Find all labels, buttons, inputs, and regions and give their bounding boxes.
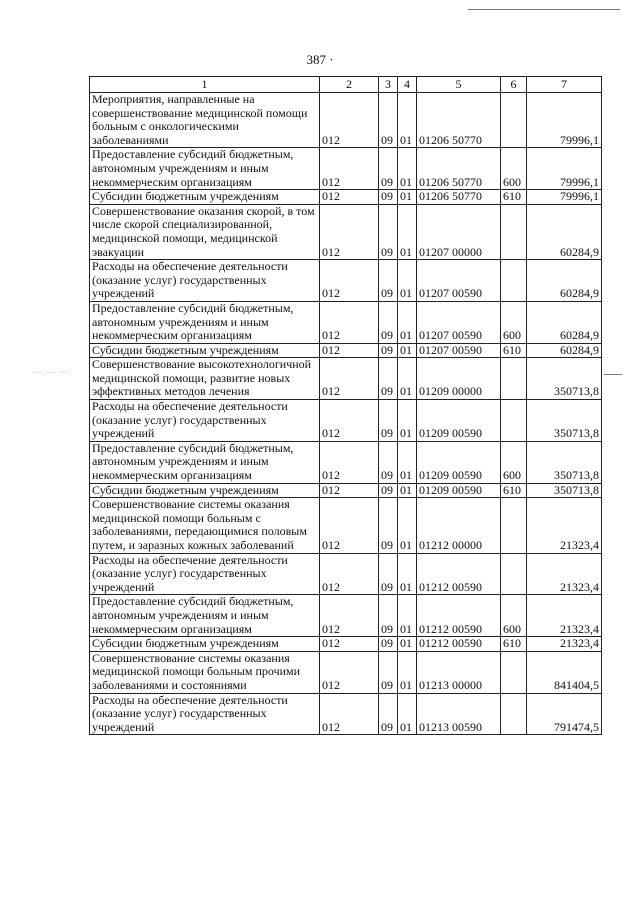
row-sum-cell: 841404,5 <box>527 651 602 693</box>
row-subsection-cell: 01 <box>398 483 417 498</box>
row-exp-type-cell <box>501 693 527 735</box>
row-name-cell: Совершенствование высокотехнологичной медицинской помощи, развитие новых эффективных методов лечения <box>90 358 320 400</box>
row-section-cell: 09 <box>379 651 398 693</box>
row-exp-type-cell <box>501 358 527 400</box>
row-subsection-cell: 01 <box>398 190 417 205</box>
row-ministry-cell: 012 <box>320 637 379 652</box>
row-section-cell: 09 <box>379 301 398 343</box>
row-target-cell: 01213 00000 <box>417 651 501 693</box>
row-ministry-cell: 012 <box>320 693 379 735</box>
row-exp-type-cell <box>501 553 527 595</box>
row-exp-type-cell: 610 <box>501 637 527 652</box>
row-exp-type-cell <box>501 498 527 553</box>
row-target-cell: 01207 00590 <box>417 343 501 358</box>
table-row <box>90 483 602 498</box>
row-subsection-cell: 01 <box>398 651 417 693</box>
row-subsection-cell: 01 <box>398 148 417 190</box>
row-ministry-cell: 012 <box>320 301 379 343</box>
row-exp-type-cell: 610 <box>501 343 527 358</box>
row-exp-type-cell <box>501 93 527 148</box>
row-target-cell: 01207 00000 <box>417 204 501 259</box>
row-ministry-cell: 012 <box>320 260 379 302</box>
row-sum-cell: 60284,9 <box>527 343 602 358</box>
row-target-cell: 01212 00000 <box>417 498 501 553</box>
row-exp-type-cell: 610 <box>501 483 527 498</box>
row-name-cell: Расходы на обеспечение деятельности (оказание услуг) государственных учреждений <box>90 553 320 595</box>
row-ministry-cell: 012 <box>320 483 379 498</box>
margin-mark: ··· ··· ··· <box>34 369 70 377</box>
row-target-cell: 01212 00590 <box>417 595 501 637</box>
row-section-cell: 09 <box>379 93 398 148</box>
table-row <box>90 441 602 483</box>
row-name-cell: Субсидии бюджетным учреждениям <box>90 483 320 498</box>
row-section-cell: 09 <box>379 260 398 302</box>
row-subsection-cell: 01 <box>398 693 417 735</box>
row-target-cell: 01206 50770 <box>417 148 501 190</box>
row-subsection-cell: 01 <box>398 441 417 483</box>
row-section-cell: 09 <box>379 400 398 442</box>
row-target-cell: 01206 50770 <box>417 93 501 148</box>
row-target-cell: 01209 00590 <box>417 483 501 498</box>
row-exp-type-cell <box>501 400 527 442</box>
row-section-cell: 09 <box>379 204 398 259</box>
row-subsection-cell: 01 <box>398 637 417 652</box>
row-sum-cell: 60284,9 <box>527 301 602 343</box>
table-row <box>90 93 602 148</box>
row-name-cell: Субсидии бюджетным учреждениям <box>90 637 320 652</box>
row-ministry-cell: 012 <box>320 204 379 259</box>
table-row <box>90 498 602 553</box>
table-row <box>90 260 602 302</box>
row-sum-cell: 79996,1 <box>527 93 602 148</box>
header-col-5: 5 <box>417 77 501 93</box>
row-subsection-cell: 01 <box>398 358 417 400</box>
row-section-cell: 09 <box>379 693 398 735</box>
top-rule <box>468 9 620 10</box>
row-exp-type-cell: 600 <box>501 441 527 483</box>
row-name-cell: Предоставление субсидий бюджетным, автономным учреждениям и иным некоммерческим организациям <box>90 301 320 343</box>
row-section-cell: 09 <box>379 483 398 498</box>
row-exp-type-cell <box>501 651 527 693</box>
row-ministry-cell: 012 <box>320 93 379 148</box>
row-name-cell: Совершенствование системы оказания медицинской помощи больным с заболеваниями, передающимися половым путем, и заразных кожных заболеваний <box>90 498 320 553</box>
row-subsection-cell: 01 <box>398 553 417 595</box>
row-section-cell: 09 <box>379 343 398 358</box>
table-row <box>90 190 602 205</box>
table-row <box>90 358 602 400</box>
row-subsection-cell: 01 <box>398 93 417 148</box>
row-subsection-cell: 01 <box>398 301 417 343</box>
row-name-cell: Совершенствование системы оказания медицинской помощи больным прочими заболеваниями и состояниями <box>90 651 320 693</box>
row-sum-cell: 79996,1 <box>527 148 602 190</box>
row-name-cell: Совершенствование оказания скорой, в том числе скорой специализированной, медицинской помощи, медицинской эвакуации <box>90 204 320 259</box>
row-name-cell: Мероприятия, направленные на совершенствование медицинской помощи больным с онкологическими заболеваниями <box>90 93 320 148</box>
stray-rule <box>604 374 622 375</box>
row-sum-cell: 21323,4 <box>527 595 602 637</box>
row-target-cell: 01213 00590 <box>417 693 501 735</box>
table-row <box>90 301 602 343</box>
budget-table <box>89 76 602 735</box>
row-sum-cell: 21323,4 <box>527 498 602 553</box>
row-name-cell: Субсидии бюджетным учреждениям <box>90 190 320 205</box>
row-exp-type-cell: 610 <box>501 190 527 205</box>
row-target-cell: 01212 00590 <box>417 637 501 652</box>
row-ministry-cell: 012 <box>320 441 379 483</box>
row-target-cell: 01212 00590 <box>417 553 501 595</box>
row-ministry-cell: 012 <box>320 498 379 553</box>
row-exp-type-cell <box>501 204 527 259</box>
table-header-row <box>90 77 602 93</box>
header-col-7: 7 <box>527 77 602 93</box>
row-sum-cell: 79996,1 <box>527 190 602 205</box>
header-col-1: 1 <box>90 77 320 93</box>
row-ministry-cell: 012 <box>320 148 379 190</box>
row-target-cell: 01207 00590 <box>417 260 501 302</box>
budget-table-body <box>90 77 602 735</box>
table-row <box>90 595 602 637</box>
header-col-2: 2 <box>320 77 379 93</box>
row-target-cell: 01207 00590 <box>417 301 501 343</box>
row-section-cell: 09 <box>379 595 398 637</box>
row-target-cell: 01209 00000 <box>417 358 501 400</box>
row-sum-cell: 350713,8 <box>527 358 602 400</box>
row-target-cell: 01209 00590 <box>417 400 501 442</box>
row-subsection-cell: 01 <box>398 498 417 553</box>
row-section-cell: 09 <box>379 190 398 205</box>
row-target-cell: 01206 50770 <box>417 190 501 205</box>
row-ministry-cell: 012 <box>320 190 379 205</box>
row-ministry-cell: 012 <box>320 553 379 595</box>
row-name-cell: Предоставление субсидий бюджетным, автономным учреждениям и иным некоммерческим организациям <box>90 441 320 483</box>
row-name-cell: Расходы на обеспечение деятельности (оказание услуг) государственных учреждений <box>90 260 320 302</box>
row-sum-cell: 21323,4 <box>527 637 602 652</box>
table-row <box>90 553 602 595</box>
row-name-cell: Субсидии бюджетным учреждениям <box>90 343 320 358</box>
table-row <box>90 343 602 358</box>
table-row <box>90 693 602 735</box>
row-subsection-cell: 01 <box>398 204 417 259</box>
row-section-cell: 09 <box>379 441 398 483</box>
row-sum-cell: 350713,8 <box>527 400 602 442</box>
row-subsection-cell: 01 <box>398 595 417 637</box>
row-section-cell: 09 <box>379 148 398 190</box>
row-sum-cell: 60284,9 <box>527 204 602 259</box>
row-sum-cell: 60284,9 <box>527 260 602 302</box>
header-col-3: 3 <box>379 77 398 93</box>
row-exp-type-cell <box>501 260 527 302</box>
row-ministry-cell: 012 <box>320 400 379 442</box>
row-exp-type-cell: 600 <box>501 148 527 190</box>
row-name-cell: Расходы на обеспечение деятельности (оказание услуг) государственных учреждений <box>90 693 320 735</box>
page-number: 387 · <box>306 52 334 67</box>
row-exp-type-cell: 600 <box>501 301 527 343</box>
table-row <box>90 637 602 652</box>
row-sum-cell: 350713,8 <box>527 483 602 498</box>
row-sum-cell: 791474,5 <box>527 693 602 735</box>
row-ministry-cell: 012 <box>320 358 379 400</box>
header-col-6: 6 <box>501 77 527 93</box>
row-name-cell: Предоставление субсидий бюджетным, автономным учреждениям и иным некоммерческим организациям <box>90 595 320 637</box>
table-row <box>90 204 602 259</box>
row-sum-cell: 21323,4 <box>527 553 602 595</box>
row-section-cell: 09 <box>379 358 398 400</box>
table-row <box>90 400 602 442</box>
row-ministry-cell: 012 <box>320 651 379 693</box>
table-row <box>90 651 602 693</box>
row-name-cell: Предоставление субсидий бюджетным, автономным учреждениям и иным некоммерческим организациям <box>90 148 320 190</box>
row-subsection-cell: 01 <box>398 343 417 358</box>
table-row <box>90 148 602 190</box>
row-section-cell: 09 <box>379 637 398 652</box>
row-subsection-cell: 01 <box>398 260 417 302</box>
row-ministry-cell: 012 <box>320 595 379 637</box>
row-sum-cell: 350713,8 <box>527 441 602 483</box>
row-section-cell: 09 <box>379 498 398 553</box>
header-col-4: 4 <box>398 77 417 93</box>
row-ministry-cell: 012 <box>320 343 379 358</box>
row-exp-type-cell: 600 <box>501 595 527 637</box>
row-target-cell: 01209 00590 <box>417 441 501 483</box>
row-subsection-cell: 01 <box>398 400 417 442</box>
row-name-cell: Расходы на обеспечение деятельности (оказание услуг) государственных учреждений <box>90 400 320 442</box>
row-section-cell: 09 <box>379 553 398 595</box>
